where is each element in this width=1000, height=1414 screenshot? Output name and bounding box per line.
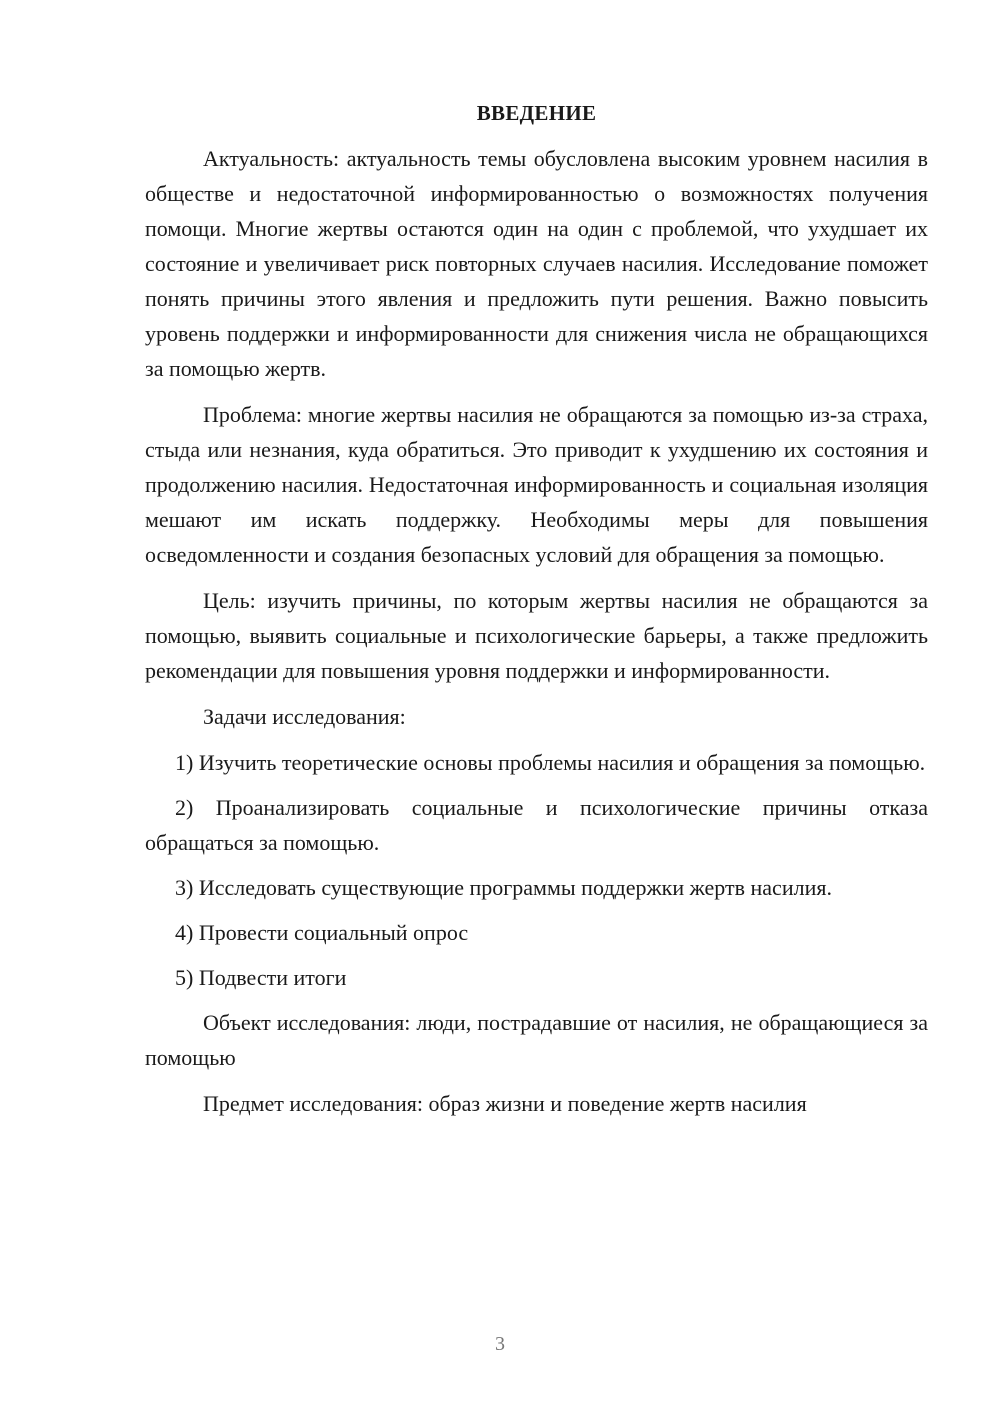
task-item-1: 1) Изучить теоретические основы проблемы насилия и обращения за помощью. xyxy=(175,750,926,775)
problem-paragraph: Проблема: многие жертвы насилия не обращаются за помощью из-за страха, стыда или незнания, куда обратиться. Это приводит к ухудшению их состояния и продолжению насилия. Недостаточная информированность и социальная изоляция мешают им искать поддержку. Необходимы меры для повышения осведомленности и создания безопасных условий для обращения за помощью. xyxy=(145,402,928,567)
tasks-heading: Задачи исследования: xyxy=(203,704,406,729)
section-heading: ВВЕДЕНИЕ xyxy=(476,101,597,125)
relevance-paragraph: Актуальность: актуальность темы обусловлена высоким уровнем насилия в обществе и недостаточной информированностью о возможностях получения помощи. Многие жертвы остаются один на один с проблемой, что ухудшает их состояние и увеличивает риск повторных случаев насилия. Исследование поможет понять причины этого явления и предложить пути решения. Важно повысить уровень поддержки и информированности для снижения числа не обращающихся за помощью жертв. xyxy=(145,146,928,381)
page-number: 3 xyxy=(495,1333,505,1355)
goal-paragraph: Цель: изучить причины, по которым жертвы насилия не обращаются за помощью, выявить социальные и психологические барьеры, а также предложить рекомендации для повышения уровня поддержки и информированности. xyxy=(145,588,928,683)
task-item-3: 3) Исследовать существующие программы поддержки жертв насилия. xyxy=(175,875,832,900)
task-item-5: 5) Подвести итоги xyxy=(175,965,347,990)
document-page xyxy=(145,96,928,1132)
research-subject-paragraph: Предмет исследования: образ жизни и поведение жертв насилия xyxy=(203,1091,807,1116)
research-object-paragraph: Объект исследования: люди, пострадавшие от насилия, не обращающиеся за помощью xyxy=(145,1010,928,1070)
task-item-2: 2) Проанализировать социальные и психологические причины отказа обращаться за помощью. xyxy=(145,795,928,855)
task-item-4: 4) Провести социальный опрос xyxy=(175,920,469,945)
